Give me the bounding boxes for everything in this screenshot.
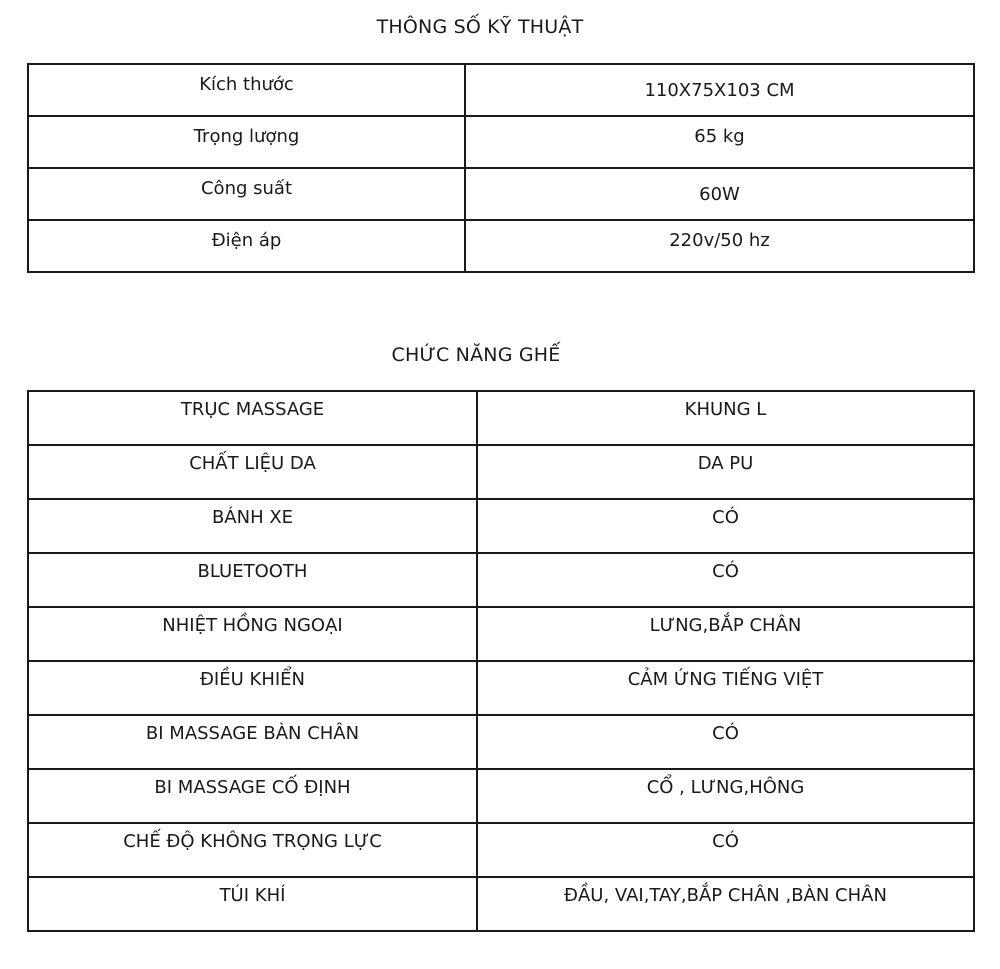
table-row <box>28 553 974 607</box>
function-label: CHẤT LIỆU DA <box>28 445 477 499</box>
table-row <box>28 391 974 445</box>
function-value: CÓ <box>477 499 974 553</box>
function-value: CẢM ỨNG TIẾNG VIỆT <box>477 661 974 715</box>
function-label: BI MASSAGE BÀN CHÂN <box>28 715 477 769</box>
spec-label: Điện áp <box>28 220 465 272</box>
table-row <box>28 499 974 553</box>
table-row <box>28 661 974 715</box>
function-value: CÓ <box>477 715 974 769</box>
function-label: BÁNH XE <box>28 499 477 553</box>
spec-label: Công suất <box>28 168 465 220</box>
spec-label: Trọng lượng <box>28 116 465 168</box>
function-value: DA PU <box>477 445 974 499</box>
function-label: TÚI KHÍ <box>28 877 477 931</box>
table-row <box>28 823 974 877</box>
function-label: CHẾ ĐỘ KHÔNG TRỌNG LỰC <box>28 823 477 877</box>
spec-value: 110X75X103 CM <box>465 64 974 116</box>
table-row <box>28 877 974 931</box>
function-label: BLUETOOTH <box>28 553 477 607</box>
table-row <box>28 116 974 168</box>
table-row <box>28 445 974 499</box>
spec-label: Kích thước <box>28 64 465 116</box>
table-row <box>28 168 974 220</box>
specs-table <box>27 63 975 273</box>
spec-value: 60W <box>465 168 974 220</box>
function-label: BI MASSAGE CỐ ĐỊNH <box>28 769 477 823</box>
function-value: CÓ <box>477 553 974 607</box>
table-row <box>28 715 974 769</box>
spec-value: 65 kg <box>465 116 974 168</box>
table-row <box>28 607 974 661</box>
function-label: NHIỆT HỒNG NGOẠI <box>28 607 477 661</box>
functions-table <box>27 390 975 932</box>
table-row <box>28 220 974 272</box>
function-value: CÓ <box>477 823 974 877</box>
function-value: KHUNG L <box>477 391 974 445</box>
specs-title: THÔNG SỐ KỸ THUẬT <box>376 16 584 38</box>
functions-title: CHỨC NĂNG GHẾ <box>391 344 561 366</box>
function-value: CỔ , LƯNG,HÔNG <box>477 769 974 823</box>
table-row <box>28 64 974 116</box>
function-value: LƯNG,BẮP CHÂN <box>477 607 974 661</box>
function-label: TRỤC MASSAGE <box>28 391 477 445</box>
function-value: ĐẦU, VAI,TAY,BẮP CHÂN ,BÀN CHÂN <box>477 877 974 931</box>
table-row <box>28 769 974 823</box>
spec-value: 220v/50 hz <box>465 220 974 272</box>
function-label: ĐIỀU KHIỂN <box>28 661 477 715</box>
